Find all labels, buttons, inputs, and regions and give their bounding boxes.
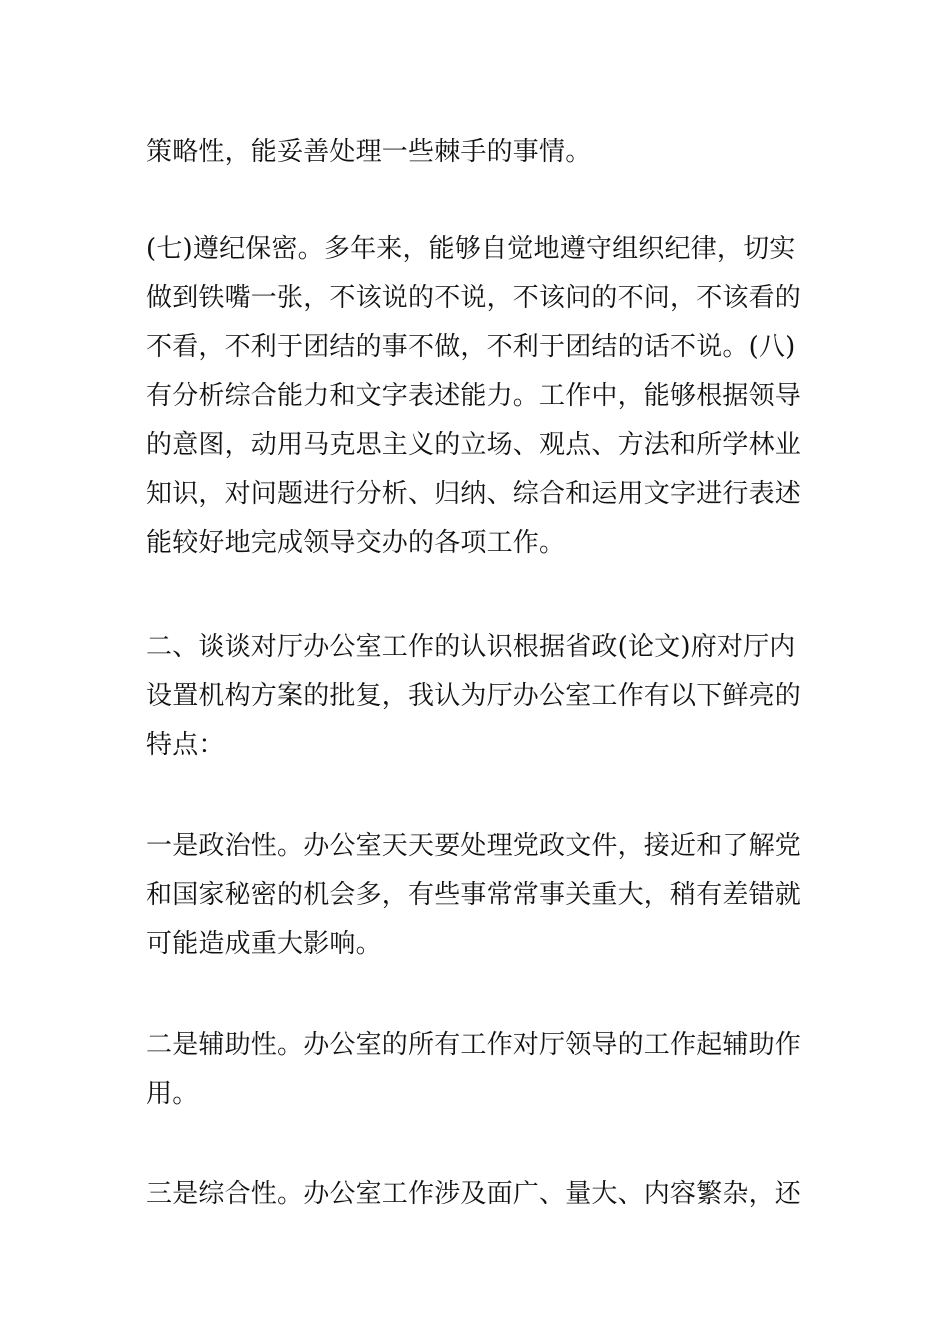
text-line: 设置机构方案的批复，我认为厅办公室工作有以下鲜亮的 — [146, 681, 802, 711]
paragraph-strategy — [146, 128, 810, 177]
paragraph-comprehensive — [146, 1170, 810, 1219]
text-line: 能较好地完成领导交办的各项工作。 — [146, 528, 566, 558]
text-line: 策略性，能妥善处理一些棘手的事情。 — [146, 137, 592, 167]
text-line: 特点： — [146, 730, 225, 760]
text-line: 有分析综合能力和文字表述能力。工作中，能够根据领导 — [146, 381, 802, 411]
text-line: 用。 — [146, 1079, 199, 1109]
paragraph-discipline — [146, 225, 810, 568]
paragraph-auxiliary — [146, 1021, 810, 1119]
text-line: 二、谈谈对厅办公室工作的认识根据省政(论文)府对厅内 — [146, 632, 796, 662]
text-line: 的意图，动用马克思主义的立场、观点、方法和所学林业 — [146, 430, 802, 460]
text-line: 和国家秘密的机会多，有些事常常事关重大，稍有差错就 — [146, 880, 802, 910]
text-line: 三是综合性。办公室工作涉及面广、量大、内容繁杂，还 — [146, 1179, 802, 1209]
paragraph-office-understanding — [146, 623, 810, 770]
text-line: 不看，不利于团结的事不做，不利于团结的话不说。(八) — [146, 332, 796, 362]
text-line: 做到铁嘴一张，不该说的不说，不该问的不问，不该看的 — [146, 283, 802, 313]
text-line: 知识，对问题进行分析、归纳、综合和运用文字进行表述 — [146, 479, 802, 509]
text-line: 二是辅助性。办公室的所有工作对厅领导的工作起辅助作 — [146, 1030, 802, 1060]
text-line: 可能造成重大影响。 — [146, 929, 382, 959]
paragraph-political — [146, 822, 810, 969]
text-line: 一是政治性。办公室天天要处理党政文件，接近和了解党 — [146, 831, 802, 861]
text-line: (七)遵纪保密。多年来，能够自觉地遵守组织纪律，切实 — [146, 234, 796, 264]
